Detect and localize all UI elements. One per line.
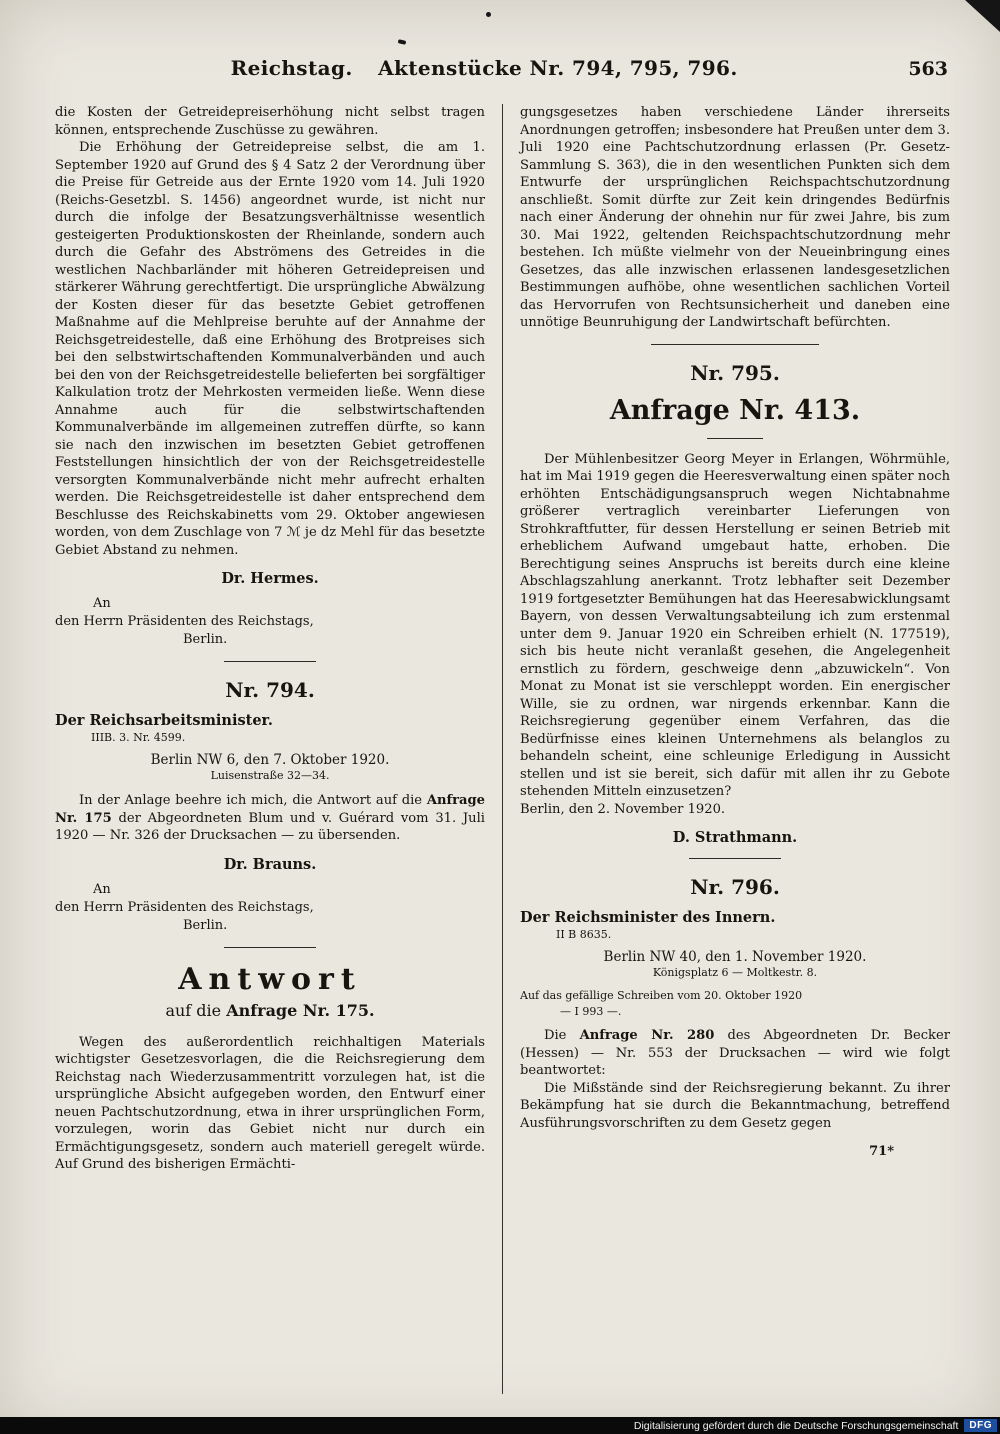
paragraph: Die Mißstände sind der Reichsregierung bekannt. Zu ihrer Bekämpfung hat sie durch die Bekanntmachung, betreffend Ausführungsvorschriften zu dem Gesetz gegen bbox=[520, 1080, 950, 1131]
paragraph: Wegen des außerordentlich reichhaltigen Materials wichtigster Gesetzesvorlagen, die die Reichsregierung dem Reichstag nach Wiederzusammentritt vorzulegen hat, ist die ursprüngliche Absicht aufgegeben worden, den Entwurf einer neuen Pachtschutzordnung, etwa in ihrer ursprünglichen Form, vorzulegen, worin das Gebiet nicht nur durch ein Ermächtigungsgesetz, sondern auch materiell geregelt würde. Auf Grund des bisherigen Ermächti- bbox=[55, 1034, 485, 1172]
address-block bbox=[55, 881, 485, 935]
page-title-right: Aktenstücke Nr. 794, 795, 796. bbox=[378, 56, 738, 80]
two-column-layout bbox=[55, 104, 950, 1394]
street-address: Königsplatz 6 — Moltkestr. 8. bbox=[652, 966, 818, 979]
address-salutation: An bbox=[93, 596, 111, 611]
address-block bbox=[55, 595, 485, 649]
dateline: Berlin NW 6, den 7. Oktober 1920. bbox=[150, 752, 390, 768]
page-title-left: Reichstag. bbox=[230, 56, 353, 80]
file-reference: II B 8635. bbox=[556, 928, 612, 941]
dateline: Berlin NW 40, den 1. November 1920. bbox=[603, 949, 867, 965]
page-title bbox=[60, 56, 908, 80]
address-city: Berlin. bbox=[183, 632, 228, 647]
paragraph-continuation: gungsgesetzes haben verschiedene Länder ihrerseits Anordnungen getroffen; insbesondere hat Preußen unter dem 3. Juli 1920 eine Pachtschutzordnung erlassen (Pr. Gesetz-Sammlung S. 363), die in den wesentlichen Punkten sich dem Entwurfe der ursprünglichen Reichspachtschutzordnung anschließt. Somit dürfte zur Zeit kein dringendes Bedürfnis nach einer Änderung der ohnehin nur für zwei Jahre, bis zum 30. Mai 1922, geltenden Reichspachtschutzordnung mehr bestehen. Ich müßte vielmehr von der Neueinbringung eines Gesetzes, das alle inzwischen erlassenen landesgesetzlichen Bestimmungen aufhöbe, ohne wesentlichen sachlichen Vorteil das Hervorrufen von Rechtsunsicherheit und daneben eine unnötige Beunruhigung der Landwirtschaft befürchten. bbox=[520, 105, 950, 330]
section-divider bbox=[224, 661, 316, 662]
digitization-footer-bar bbox=[0, 1417, 1000, 1434]
sender-title: Der Reichsarbeitsminister. bbox=[55, 712, 273, 729]
text-run: auf die bbox=[165, 1000, 227, 1020]
text-run: des Abgeordneten Dr. Becker (Hessen) — Nr. 553 der Drucksachen — wird wie folgt beantwortet: bbox=[520, 1028, 950, 1078]
paragraph: Der Mühlenbesitzer Georg Meyer in Erlangen, Wöhrmühle, hat im Mai 1919 gegen die Heeresverwaltung einen später noch erhöhten Entschädigungsanspruch wegen Nichtabnahme größerer vertraglich vereinbarter Lieferungen von Strohkraftfutter, für dessen Herstellung er seinen Betrieb mit erheblichem Aufwand umgebaut hatte, erhoben. Die Berechtigung seines Anspruchs ist bereits durch eine kleine Abschlagszahlung anerkannt. Trotz lebhafter seit Dezember 1919 fortgesetzter Bemühungen hat das Heeresabwicklungsamt Bayern, von dessen Verwaltungsabteilung ich zum erstenmal unter dem 9. Januar 1920 ein Schreiben erhielt (N. 177519), sich bis heute nicht veranlaßt gesehen, die Angelegenheit ernstlich zu fördern, geschweige denn „abzuwickeln“. Von Monat zu Monat ist sie verschleppt worden. Ein energischer Wille, sie zu ordnen, war nirgends erkennbar. Kann die Reichsregierung gegenüber einem Verfahren, das die Bedürfnisse eines kleinen Unternehmens als belanglos zu behandeln scheint, eine schleunige Erledigung in Aussicht stellen und ist sie bereit, sich dafür mit allen ihr zu Gebote stehenden Mitteln einzusetzen? bbox=[520, 451, 950, 799]
signature-mark: 71* bbox=[869, 1144, 894, 1159]
paragraph-continuation: die Kosten der Getreidepreiserhöhung nicht selbst tragen können, entsprechende Zuschüsse zu gewähren. bbox=[55, 105, 485, 138]
signature-strathmann: D. Strathmann. bbox=[672, 829, 798, 846]
dateline: Berlin, den 2. November 1920. bbox=[520, 801, 726, 817]
heading-divider bbox=[707, 438, 763, 439]
signature-hermes: Dr. Hermes. bbox=[221, 570, 319, 587]
right-column bbox=[502, 104, 950, 1394]
text-run-bold: Anfrage Nr. 175 bbox=[55, 793, 485, 826]
address-line: den Herrn Präsidenten des Reichstags, bbox=[55, 899, 314, 915]
address-salutation: An bbox=[93, 881, 111, 897]
reference-note: Auf das gefällige Schreiben vom 20. Oktober 1920 bbox=[520, 989, 803, 1002]
left-column bbox=[55, 104, 502, 1394]
section-number-794: Nr. 794. bbox=[225, 678, 315, 702]
sender-title: Der Reichsminister des Innern. bbox=[520, 909, 776, 926]
reference-note-number: — I 993 —. bbox=[560, 1005, 622, 1018]
antwort-subheading bbox=[55, 1001, 485, 1020]
running-head bbox=[60, 56, 948, 80]
scan-artifact bbox=[398, 39, 407, 45]
paragraph: Die Erhöhung der Getreidepreise selbst, die am 1. September 1920 auf Grund des § 4 Satz 2 der Verordnung über die Preise für Getreide aus der Ernte 1920 vom 14. Juli 1920 (Reichs-Gesetzbl. S. 1456) angeordnet wurde, ist nicht nur durch die infolge der Besatzungsverhältnisse wesentlich gesteigerten Produktionskosten der Rheinlande, sondern auch durch die Gefahr des Abströmens des Getreides in die westlichen Nachbarländer mit höheren Getreidepreisen und stärkerer Währung gerechtfertigt. Die ursprüngliche Abwälzung der Kosten dieser für das besetzte Gebiet getroffenen Maßnahme auf die Mehlpreise beruhte auf der Annahme der Reichsgetreidestelle, daß eine Erhöhung des Brotpreises sich bei den selbstwirtschaftenden Kommunalverbänden und auch bei den von der Reichsgetreidestelle belieferten bei sorgfältiger Kalkulation trotz der Mehrkosten vermeiden ließe. Wenn diese Annahme auch für die selbstwirtschaftenden Kommunalverbände im allgemeinen zutreffen dürfte, so kann sie nach den inzwischen im besetzten Gebiet getroffenen Feststellungen hinsichtlich der von der Reichsgetreidestelle versorgten Kommunalverbände nicht mehr aufrecht erhalten werden. Die Reichsgetreidestelle ist daher entsprechend dem Beschlusse des Reichskabinetts vom 29. Oktober angewiesen worden, von dem Zuschlage von 7 ℳ je dz Mehl für das besetzte Gebiet Abstand zu nehmen. bbox=[55, 140, 485, 558]
file-reference: IIIB. 3. Nr. 4599. bbox=[91, 731, 186, 744]
section-divider bbox=[651, 344, 819, 345]
anfrage-413-heading: Anfrage Nr. 413. bbox=[609, 394, 861, 426]
section-number-796: Nr. 796. bbox=[690, 875, 780, 899]
address-line: den Herrn Präsidenten des Reichstags, bbox=[55, 614, 314, 629]
address-city: Berlin. bbox=[183, 917, 228, 933]
scan-artifact bbox=[962, 0, 1000, 32]
text-run-bold: Anfrage Nr. 175. bbox=[226, 1000, 375, 1020]
section-number-795: Nr. 795. bbox=[690, 360, 780, 385]
dfg-logo: DFG bbox=[964, 1419, 997, 1432]
signature-brauns: Dr. Brauns. bbox=[223, 855, 317, 873]
text-run-bold: Anfrage Nr. 280 bbox=[579, 1028, 715, 1043]
section-divider bbox=[224, 947, 316, 948]
digitization-credit: Digitalisierung gefördert durch die Deutsche Forschungsgemeinschaft bbox=[633, 1419, 959, 1432]
text-run: der Abgeordneten Blum und v. Guérard vom 31. Juli 1920 — Nr. 326 der Drucksachen — zu übersenden. bbox=[55, 810, 485, 843]
section-divider bbox=[689, 858, 781, 859]
paragraph bbox=[55, 792, 485, 845]
paragraph bbox=[520, 1027, 950, 1080]
text-run: In der Anlage beehre ich mich, die Antwort auf die bbox=[79, 793, 427, 808]
antwort-heading: Antwort bbox=[178, 961, 362, 997]
scan-artifact bbox=[486, 12, 491, 17]
page-number: 563 bbox=[908, 58, 948, 80]
text-run: Die bbox=[544, 1028, 580, 1043]
street-address: Luisenstraße 32—34. bbox=[210, 769, 330, 782]
